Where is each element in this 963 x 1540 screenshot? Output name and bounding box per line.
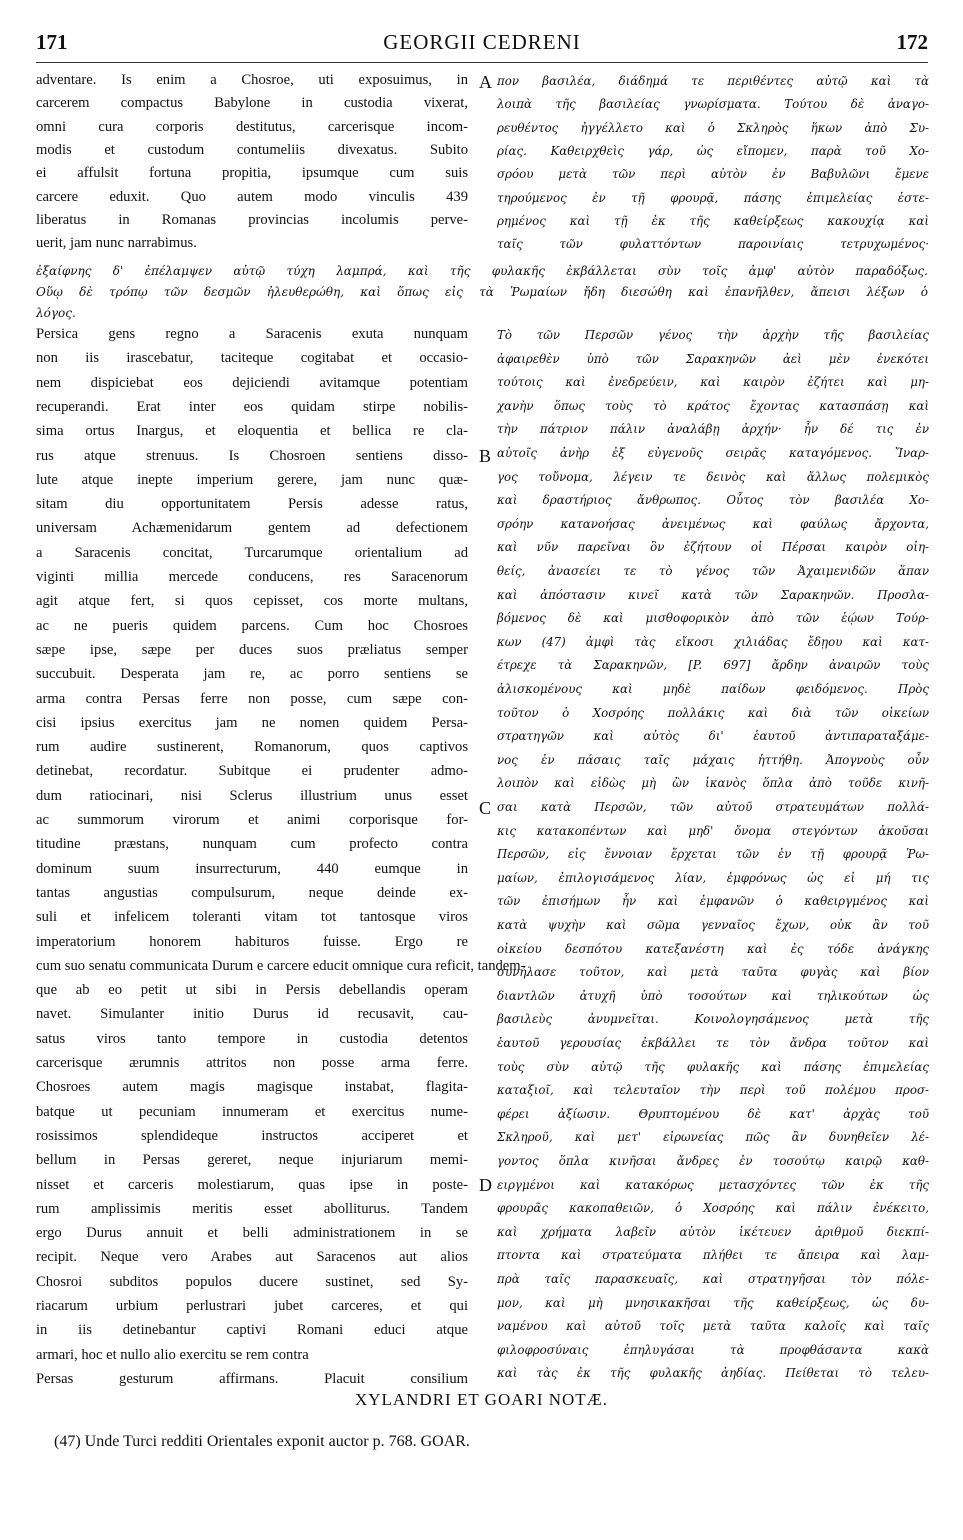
text-line: φρουρᾶς κακοπαθειῶν, ὁ Χοσρόης καὶ πάλιν ἐνέκειτο, (497, 1201, 929, 1216)
text-line: omni cura corporis destitutus, carcerisque incom- (36, 118, 468, 135)
text-line: ergo Durus annuit et belli administrationem in se (36, 1225, 468, 1242)
text-line: satus viros tanto tempore in custodia detentos (36, 1030, 468, 1047)
text-line: νος ἐν πάσαις ταῖς μάχαις ἡττήθη. Ἀπογνοὺς οὖν (497, 752, 929, 767)
text-line: καὶ ἀπόστασιν κινεῖ κατὰ τῶν Σαρακηνῶν. Προσλα- (497, 587, 929, 602)
text-line: rum audire sustinerent, Romanorum, quos captivos (36, 739, 468, 756)
greek-column-top (497, 74, 929, 260)
text-line: βόμενος δὲ καὶ μισθοφορικὸν ἀπὸ τῶν ἑῴων Τούρ- (497, 611, 929, 626)
text-line: διαντλῶν ἀτυχῆ ὑπὸ τοσούτων καὶ τηλικούτων ὡς (497, 988, 929, 1003)
text-line: ἑαυτοῦ γερουσίας ἐκβάλλει τε τὸν ἄνδρα τοῦτον καὶ (497, 1036, 929, 1050)
footnote-47: (47) Unde Turci redditi Orientales exponit auctor p. 768. GOAR. (54, 1433, 470, 1450)
text-line: Persas gesturum affirmans. Placuit consilium (36, 1370, 468, 1387)
text-line: succubuit. Desperata jam re, ac porro sentiens se (36, 666, 468, 683)
text-line: Chosroi subditos populos ducere sustinet, sed Sy- (36, 1273, 468, 1290)
text-line: πον βασιλέα, διάδημά τε περιθέντες αὐτῷ καὶ τὰ (497, 74, 929, 88)
text-line: λόγος. (36, 306, 76, 320)
text-line: viginti millia mercede conducens, res Saracenorum (36, 569, 468, 585)
text-line: adventare. Is enim a Chosroe, uti exposuimus, in (36, 72, 468, 88)
text-line: sæpe ipse, sæpe per duces suos præliatus semper (36, 641, 468, 658)
text-line: cisi ipsius exercitus jam ne nomen quidem Persa- (36, 714, 468, 731)
text-line: αὐτοῖς ἀνὴρ ἐξ εὐγενοῦς σειρᾶς καταγόμενος. Ἴναρ- (497, 446, 929, 460)
text-line: detinebat, recordatur. Subitque ei prudenter admo- (36, 763, 468, 780)
text-line: carcerisque ærumnis attritos non posse arma ferre. (36, 1055, 468, 1071)
text-line: στρατηγῶν καὶ αὐτὸς δι' ἑαυτοῦ ἀντιπαραταξάμε- (497, 729, 929, 744)
text-line: carcere eduxit. Quo autem modo vinculis 439 (36, 188, 468, 205)
text-line: φέρει ἀξίωσιν. Θρυπτομένου δὲ κατ' ἀρχὰς τοῦ (497, 1106, 929, 1121)
text-line: armari, hoc et nullo alio exercitu se rem contra (36, 1346, 309, 1363)
text-line: ειργμένοι καὶ κατακόρως μετασχόντες τῶν ἐκ τῆς (497, 1177, 929, 1192)
text-line: uerit, jam nunc narrabimus. (36, 235, 197, 252)
header-rule (36, 62, 928, 63)
text-line: πρὰ ταῖς παρασκευαῖς, καὶ στρατηγῆσαι τὸν πόλε- (497, 1272, 929, 1286)
text-line: recipit. Neque vero Arabes aut Saracenos aut alios (36, 1249, 468, 1266)
text-line: non iis irascebatur, taciteque cogitabat et occasio- (36, 350, 468, 367)
text-line: suli et infelicem toleranti vitam tot tantosque viros (36, 909, 468, 926)
text-line: a Saracenis concitat, Turcarumque orientalium ad (36, 544, 468, 561)
full-width-greek (36, 264, 928, 324)
text-line: ἁλισκομένους καὶ μηδὲ παίδων φειδόμενος. Πρὸς (497, 682, 929, 696)
text-line: agit atque fert, si quos cepisset, cos morte multans, (36, 593, 468, 610)
text-line: χανὴν ὅπως τοὺς τὸ κράτος ἔχοντας κατασπάσῃ καὶ (497, 398, 929, 413)
margin-marker-b: B (479, 446, 492, 466)
margin-marker-a: A (479, 72, 492, 92)
text-line: ἀφαιρεθὲν ὑπὸ τῶν Σαρακηνῶν ἀεὶ μὲν ἐνεκότει (497, 351, 929, 366)
text-line: sitam diu opportunitatem Persis adesse ratus, (36, 496, 468, 513)
text-line: κατὰ ψυχὴν καὶ σῶμα γενναῖος ἔχων, οὐκ ἂν τοῦ (497, 918, 929, 932)
text-line: έτρεχε τὰ Σαρακηνῶν, [P. 697] ἄρδην ἀναιρῶν τοὺς (497, 658, 929, 673)
text-line: σρόην κατανοήσας ἀνειμένως καὶ φαύλως ἄρχοντα, (497, 516, 929, 531)
text-line: navet. Simulanter initio Durus id recusavit, cau- (36, 1006, 468, 1023)
text-line: καὶ τὰς ἐκ τῆς φυλακῆς ἀηδίας. Πείθεται τὸ τελευ- (497, 1366, 929, 1381)
text-line: arma contra Persas ferre non posse, cum sæpe con- (36, 690, 468, 707)
latin-column-top (36, 72, 468, 258)
text-line: liberatus in Romanas provincias incolumis perve- (36, 211, 468, 228)
text-line: λοιπὰ τῆς βασιλείας γνωρίσματα. Τούτου δὲ ἀναγο- (497, 97, 929, 112)
margin-marker-d: D (479, 1175, 492, 1195)
text-line: ἐξαίφνης δ' ἐπέλαμψεν αὐτῷ τύχη λαμπρά, καὶ τῆς φυλακῆς ἐκβάλλεται σὺν τοῖς ἀμφ' αὐτὸν παραδόξως. (36, 264, 928, 278)
text-line: cum suo senatu communicata Durum e carcere educit omnique cura reficit, tandem- (36, 957, 526, 974)
text-line: carcerem compactus Babylone in custodia vixerat, (36, 95, 468, 112)
text-line: βασιλεὺς ἀνυμνεῖται. Κοινολογησάμενος μετὰ τῆς (497, 1012, 929, 1027)
text-line: τοῦτον ὁ Χοσρόης πολλάκις καὶ διὰ τῶν οἰκείων (497, 705, 929, 720)
text-line: φιλοφροσύναις ἐπηλυγάσαι τὰ προφθάσαντα κακὰ (497, 1342, 929, 1357)
greek-column-main (497, 328, 929, 1381)
text-line: ei affulsit fortuna propitia, ipsumque cum suis (36, 165, 468, 182)
text-line: τούτοις καὶ ἐνεδρεύειν, καὶ καιρὸν ἐζήτει καὶ μη- (497, 375, 929, 390)
text-line: que ab eo petit ut sibi in Persis debellandis operam (36, 982, 468, 999)
text-line: ρευθέντος ἠγγέλλετο καὶ ὁ Σκληρὸς ἥκων ἀπὸ Συ- (497, 120, 929, 135)
text-line: καὶ χρήματα λαβεῖν αὐτὸν ἱκέτευεν ἀριθμοῦ διεκπί- (497, 1224, 929, 1239)
text-line: ταῖς τῶν φυλαττόντων παροινίαις τετρυχωμένος· (497, 237, 929, 252)
latin-column-main (36, 326, 526, 1387)
text-line: οἰκείου δεσπότου κατεξανέστη καὶ ἐς τόδε ἀνάγκης (497, 941, 929, 956)
text-line: in iis detinebantur captivi Romani educi atque (36, 1322, 468, 1339)
text-line: modis et custodum contumeliis divexatus. Subito (36, 141, 468, 158)
text-line: τοὺς σὺν αὐτῷ τῆς φυλακῆς καὶ πάσης ἐπιμελείας (497, 1059, 929, 1074)
text-line: Οὕῳ δὲ τρόπῳ τῶν δεσμῶν ἠλευθερώθη, καὶ ὅπως εἰς τὰ Ῥωμαίων ἤδη διεσώθη καὶ ἐπανῆλθεν, ἄπεισι λέξων ὁ (36, 285, 928, 299)
text-line: Σκληροῦ, καὶ μετ' εἰρωνείας πῶς ἂν δυνηθεῖεν λέ- (497, 1130, 929, 1145)
text-line: σρόου μετὰ τῶν περὶ αὐτὸν ἐν Βαβυλῶνι ἔμενε (497, 167, 929, 182)
text-line: μαίων, ἐπιλογισάμενος λίαν, ἐμφρόνως ὡς εἰ μή τις (497, 870, 929, 885)
text-line: καταξιοῖ, καὶ τελευταῖον τὴν περὶ τοῦ πολέμου προσ- (497, 1083, 929, 1098)
text-line: τῶν ἐπισήμων ἦν καὶ ἐμφανῶν ὁ καθειργμένος καὶ (497, 894, 929, 909)
page-number-right: 172 (896, 30, 928, 54)
text-line: rus atque strenuus. Is Chosroen sentiens disso- (36, 447, 468, 464)
text-line: τὴν πάτριον πάλιν ἀναλάβῃ ἀρχήν· ἦν δέ τις ἐν (497, 422, 929, 437)
text-line: universam Achæmenidarum gentem ad defectionem (36, 520, 468, 537)
text-line: bellum in Persas gereret, neque injuriarum memi- (36, 1152, 468, 1169)
margin-marker-c: C (479, 798, 492, 818)
text-line: nisset et carceris molestiarum, quas ipse in poste- (36, 1176, 468, 1193)
text-line: τηρούμενος ἐν τῇ φρουρᾷ, πάσης ἐπιμελείας ἐστε- (497, 190, 929, 205)
text-line: sima ortus Inargus, et eloquentia et bellica re cla- (36, 423, 468, 440)
running-header (36, 30, 928, 58)
page-number-left: 171 (36, 30, 68, 54)
text-line: rum amplissimis meritis esset abolliturus. Tandem (36, 1200, 468, 1217)
text-line: imperatorium honorem habituros fuisse. Ergo re (36, 933, 468, 950)
text-line: κις κατακοπέντων καὶ μηδ' ὄνομα στεγόντων ἀκοῦσαι (497, 823, 929, 838)
text-line: Τὸ τῶν Περσῶν γένος τὴν ἀρχὴν τῆς βασιλείας (497, 328, 929, 342)
text-line: Περσῶν, εἰς ἔννοιαν ἔρχεται τῶν ἐν τῇ φρουρᾷ Ῥω- (497, 847, 929, 862)
text-line: θείς, ἀνασείει τε τὸ γένος τῶν Ἀχαιμενιδῶν ἅπαν (497, 564, 929, 578)
text-line: κων (47) ἀμφὶ τὰς εἴκοσι χιλιάδας ἔδῃου καὶ κατ- (497, 634, 929, 649)
page-title: GEORGII CEDRENI (383, 30, 581, 54)
notes-title: XYLANDRI ET GOARI NOTÆ. (354, 1390, 609, 1409)
text-line: Chosroes autem magis magisque instabat, flagita- (36, 1079, 468, 1096)
text-line: nem dispiciebat eos dejiciendi avitamque potentiam (36, 374, 468, 391)
text-line: recuperandi. Erat inter eos quidam stirpe nobilis- (36, 398, 468, 415)
text-line: rosissimos splendideque instructos acciperet et (36, 1127, 468, 1144)
text-line: batque ut pecuniam innumeram et exercitus nume- (36, 1103, 468, 1120)
text-line: σαι κατὰ Περσῶν, τῶν αὐτοῦ στρατευμάτων πολλά- (497, 800, 929, 814)
text-line: lute atque inepte imperium gerere, jam nunc quæ- (36, 471, 468, 488)
text-line: γος τοὔνομα, λέγειν τε δεινὸς καὶ ἄλλως πολεμικὸς (497, 469, 929, 484)
text-line: riacarum urbium perlustrari jubet carceres, et qui (36, 1298, 468, 1314)
text-line: dominum suum insurrecturum, 440 eumque in (36, 860, 468, 877)
text-line: συνήλασε τοῦτον, καὶ μετὰ ταῦτα φυγὰς καὶ βίον (497, 965, 929, 980)
text-line: ac summorum virorum et animi corporisque for- (36, 812, 468, 828)
text-line: ρημένος καὶ τῇ ἐκ τῆς καθείρξεως κακουχίᾳ καὶ (497, 213, 929, 228)
text-line: dum ratiocinari, nisi Sclerus illustrium unus esset (36, 787, 468, 804)
text-line: καὶ νῦν παρεῖναι ὃν ἐζήτουν οἱ Πέρσαι καιρὸν οἰη- (497, 540, 929, 555)
text-line: ρίας. Καθειρχθεὶς γάρ, ὡς εἴπομεν, παρὰ τοῦ Χο- (497, 143, 929, 158)
text-line: titudine præstans, nunquam cum profecto contra (36, 836, 468, 853)
text-line: γοντος ὅπλα κινῆσαι ἄνδρες ἐν τοσούτῳ καιρῷ καθ- (497, 1154, 929, 1168)
text-line: Persica gens regno a Saracenis exuta nunquam (36, 326, 468, 342)
text-line: πτοντα καὶ στρατεύματα πλήθει τε ἄπειρα καὶ λαμ- (497, 1248, 929, 1263)
text-line: λοιπὸν καὶ εἰδὼς μὴ ὢν ἱκανὸς ὅπλα ἀπὸ τοῦδε κινῆ- (497, 776, 929, 791)
text-line: ναμένου καὶ αὐτοῦ τοῖς μετὰ ταῦτα καλοῖς καὶ ταῖς (497, 1319, 929, 1334)
text-line: tantas angustias compulsurum, neque deinde ex- (36, 884, 468, 901)
text-line: μον, καὶ μὴ μνησικακῆσαι τῆς καθείρξεως, ὡς δυ- (497, 1295, 929, 1310)
text-line: ac ne pueris quidem parcens. Cum hoc Chosroes (36, 617, 468, 634)
text-line: καὶ δραστήριος ἄνθρωπος. Οὗτος τὸν βασιλέα Χο- (497, 493, 929, 508)
